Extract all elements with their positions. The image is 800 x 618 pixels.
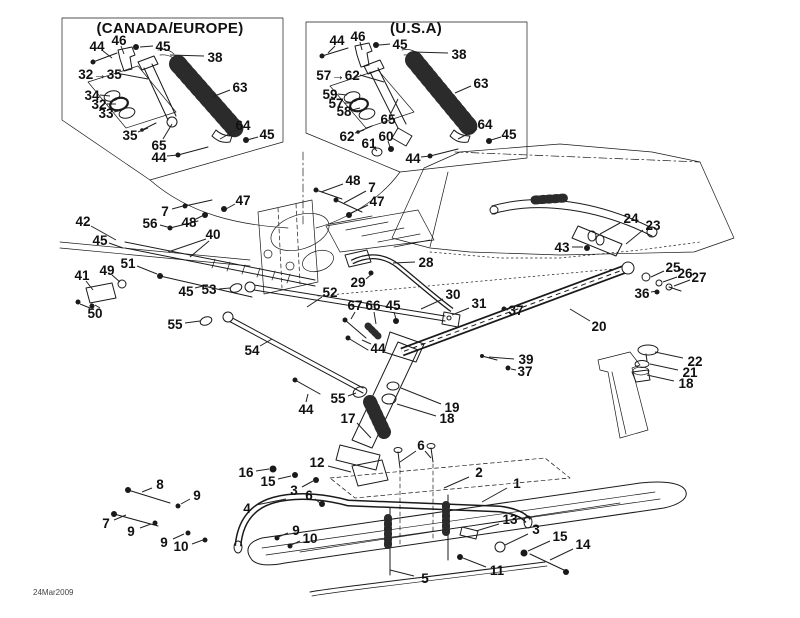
callout-label-44: 44 xyxy=(151,150,167,165)
callout-label-56: 56 xyxy=(142,216,158,231)
callout-label-44: 44 xyxy=(405,151,421,166)
callout-leader-line xyxy=(626,230,643,244)
callout-leader-line xyxy=(163,124,172,139)
callout-leader-line xyxy=(348,393,356,396)
callout-label-61: 61 xyxy=(361,136,377,151)
callout-label-23: 23 xyxy=(645,218,661,233)
inset-leader-curve-left xyxy=(150,180,288,228)
callout-label-7: 7 xyxy=(161,204,169,219)
callout-leader-line xyxy=(328,466,351,472)
callout-label-8: 8 xyxy=(156,477,164,492)
callout-leader-line xyxy=(397,404,436,416)
callout-label-22: 22 xyxy=(687,354,703,369)
callout-leader-line xyxy=(374,312,376,324)
callout-label-45: 45 xyxy=(92,233,108,248)
callout-leader-line xyxy=(321,184,343,192)
callout-label-55: 55 xyxy=(330,391,346,406)
callout-label-25: 25 xyxy=(665,260,681,275)
callout-label-55: 55 xyxy=(167,317,183,332)
callout-leader-line xyxy=(600,223,620,234)
inset-title-usa: (U.S.A) xyxy=(389,20,443,37)
callout-label-24: 24 xyxy=(623,211,639,226)
callout-label-45: 45 xyxy=(259,127,275,142)
callout-label-9: 9 xyxy=(193,488,201,503)
callout-label-19: 19 xyxy=(444,400,460,415)
callout-label-45: 45 xyxy=(385,298,401,313)
callout-leader-line xyxy=(400,451,416,462)
callout-leader-line xyxy=(425,451,431,458)
callout-label-67: 67 xyxy=(347,298,363,313)
ski-assembly xyxy=(111,444,686,597)
callout-leader-line xyxy=(302,481,313,487)
callout-leader-line xyxy=(260,339,272,346)
callout-label-6: 6 xyxy=(417,438,425,453)
nut xyxy=(486,138,492,144)
callout-label-57: 57 xyxy=(328,96,344,111)
callout-label-1: 1 xyxy=(513,476,521,491)
callout-label-44: 44 xyxy=(89,39,105,54)
callout-label-42: 42 xyxy=(75,214,91,229)
callout-label-54: 54 xyxy=(244,343,260,358)
callout-label-64: 64 xyxy=(235,118,251,133)
callout-leader-line xyxy=(476,524,499,531)
callout-label-9: 9 xyxy=(160,535,168,550)
callout-label-36: 36 xyxy=(634,286,650,301)
callout-label-41: 41 xyxy=(74,268,90,283)
callout-leader-line xyxy=(651,271,664,277)
callout-label-39: 39 xyxy=(518,352,534,367)
callout-leader-line xyxy=(390,570,414,576)
callout-leader-line xyxy=(511,369,516,370)
callout-label-58: 58 xyxy=(336,104,352,119)
callout-label-59: 59 xyxy=(322,87,338,102)
callout-label-47: 47 xyxy=(369,194,385,209)
callout-label-18: 18 xyxy=(439,411,455,426)
callout-label-48: 48 xyxy=(181,215,197,230)
callout-leader-line xyxy=(185,321,200,323)
callout-label-35: 35 xyxy=(122,128,138,143)
callout-label-46: 46 xyxy=(111,33,127,48)
callout-label-3: 3 xyxy=(532,522,540,537)
callout-label-66: 66 xyxy=(365,298,381,313)
callout-label-30: 30 xyxy=(445,287,461,302)
callout-label-46: 46 xyxy=(350,29,366,44)
callout-label-15: 15 xyxy=(260,474,276,489)
callout-leader-line xyxy=(142,488,152,492)
callout-label-60: 60 xyxy=(378,129,394,144)
callout-label-28: 28 xyxy=(418,255,434,270)
callout-label-65: 65 xyxy=(151,138,167,153)
callout-label-31: 31 xyxy=(471,296,487,311)
callout-leader-line xyxy=(452,308,469,315)
callout-label-63: 63 xyxy=(473,76,489,91)
callout-leader-line xyxy=(278,476,291,479)
callout-label-37: 37 xyxy=(517,364,533,379)
callout-leader-line xyxy=(181,499,190,504)
callout-label-53: 53 xyxy=(201,282,217,297)
callout-label-44: 44 xyxy=(370,341,386,356)
callout-label-2: 2 xyxy=(475,465,483,480)
callout-label-47: 47 xyxy=(235,193,251,208)
callout-leader-line xyxy=(491,137,501,140)
callout-leader-line xyxy=(663,277,677,282)
callout-label-43: 43 xyxy=(554,240,570,255)
callout-leader-line xyxy=(650,364,678,370)
callout-leader-line xyxy=(219,288,230,289)
mount-highlight-ellipse-small xyxy=(300,247,337,276)
callout-label-6: 6 xyxy=(305,488,313,503)
callout-label-10: 10 xyxy=(302,531,318,546)
callout-label-51: 51 xyxy=(120,256,136,271)
callout-leader-line xyxy=(379,44,390,45)
callout-label-13: 13 xyxy=(502,512,518,527)
callout-leader-line xyxy=(655,352,683,358)
callout-label-49: 49 xyxy=(99,263,115,278)
callout-leader-line xyxy=(100,95,110,96)
mounting-plate xyxy=(330,458,570,498)
callout-label-45: 45 xyxy=(178,284,194,299)
callout-label-11: 11 xyxy=(489,563,505,578)
callout-label-38: 38 xyxy=(207,50,223,65)
callout-label-3: 3 xyxy=(290,483,298,498)
callout-label-10: 10 xyxy=(173,539,189,554)
callout-leader-line xyxy=(121,74,148,79)
callout-leader-line xyxy=(505,534,528,545)
callout-label-57→62: 57→62 xyxy=(316,68,360,83)
callout-label-34: 34 xyxy=(84,88,100,103)
callout-label-48: 48 xyxy=(345,173,361,188)
callout-label-63: 63 xyxy=(232,80,248,95)
callout-label-9: 9 xyxy=(292,523,300,538)
callout-label-4: 4 xyxy=(243,501,251,516)
callout-leader-line xyxy=(401,388,441,404)
callout-leader-line xyxy=(352,108,360,110)
callout-leader-line xyxy=(528,541,550,551)
upper-shock xyxy=(572,226,622,256)
callout-label-45: 45 xyxy=(392,37,408,52)
callout-leader-line xyxy=(256,469,269,471)
callout-label-26: 26 xyxy=(677,266,693,281)
callout-leader-line xyxy=(463,558,486,567)
callout-leader-line xyxy=(192,540,203,544)
callout-label-38: 38 xyxy=(451,47,467,62)
right-ski-leg xyxy=(598,345,658,438)
callout-leader-line xyxy=(351,312,355,319)
callout-label-44: 44 xyxy=(298,402,314,417)
callout-label-64: 64 xyxy=(477,117,493,132)
callout-leader-line xyxy=(455,86,471,93)
plate-bolts xyxy=(394,444,435,546)
callout-label-32: 32 xyxy=(91,97,107,112)
callout-leader-line xyxy=(421,299,443,309)
callout-label-50: 50 xyxy=(87,306,103,321)
callout-label-7: 7 xyxy=(102,516,110,531)
callout-leader-line xyxy=(366,274,372,279)
callout-label-44: 44 xyxy=(329,33,345,48)
callout-label-40: 40 xyxy=(205,227,221,242)
callout-label-14: 14 xyxy=(575,537,591,552)
callout-label-62: 62 xyxy=(339,129,355,144)
callout-label-12: 12 xyxy=(309,455,325,470)
callout-leader-line xyxy=(338,94,347,95)
swing-arm xyxy=(402,262,681,352)
inset-title-canada-europe: (CANADA/EUROPE) xyxy=(96,20,244,37)
callout-leader-line xyxy=(444,477,469,488)
callout-leader-line xyxy=(247,137,258,140)
callout-leader-line xyxy=(226,204,235,209)
footer-date: 24Mar2009 xyxy=(33,588,74,597)
callout-label-16: 16 xyxy=(238,465,254,480)
callout-leader-line xyxy=(140,46,153,47)
callout-label-27: 27 xyxy=(691,270,707,285)
mount-highlight-ellipse xyxy=(266,207,334,258)
callout-leader-line xyxy=(140,524,151,528)
callout-label-21: 21 xyxy=(682,365,698,380)
callout-leader-line xyxy=(482,488,507,502)
callout-leader-line xyxy=(168,239,206,252)
callout-label-37: 37 xyxy=(508,303,524,318)
callout-label-17: 17 xyxy=(340,411,356,426)
callout-leader-line xyxy=(357,423,371,438)
small-bolts xyxy=(140,123,208,158)
callout-label-52: 52 xyxy=(322,285,338,300)
callout-label-15: 15 xyxy=(552,529,568,544)
callout-leader-line xyxy=(647,375,674,381)
coil-spring xyxy=(178,64,236,130)
callout-label-45: 45 xyxy=(155,39,171,54)
callout-leader-line xyxy=(550,549,573,560)
callout-label-7: 7 xyxy=(368,180,376,195)
callout-label-18: 18 xyxy=(678,376,694,391)
callout-label-29: 29 xyxy=(350,275,366,290)
callout-label-33: 33 xyxy=(98,106,114,121)
callout-label-65: 65 xyxy=(380,112,396,127)
coil-spring xyxy=(414,60,470,128)
arm-hatch xyxy=(212,259,290,283)
callout-leader-line xyxy=(306,394,308,402)
callout-leader-line xyxy=(344,191,366,203)
footboard-hatch xyxy=(326,210,434,252)
callout-leader-line xyxy=(570,309,590,321)
callout-label-45: 45 xyxy=(501,127,517,142)
callout-label-9: 9 xyxy=(127,524,135,539)
callout-leader-line xyxy=(172,206,183,209)
callout-leader-line xyxy=(137,266,157,274)
ski-fasteners-left xyxy=(111,487,293,549)
callout-label-20: 20 xyxy=(591,319,607,334)
callout-label-5: 5 xyxy=(421,571,429,586)
callout-leader-line xyxy=(349,205,368,214)
callout-label-32→35: 32→35 xyxy=(78,67,122,82)
